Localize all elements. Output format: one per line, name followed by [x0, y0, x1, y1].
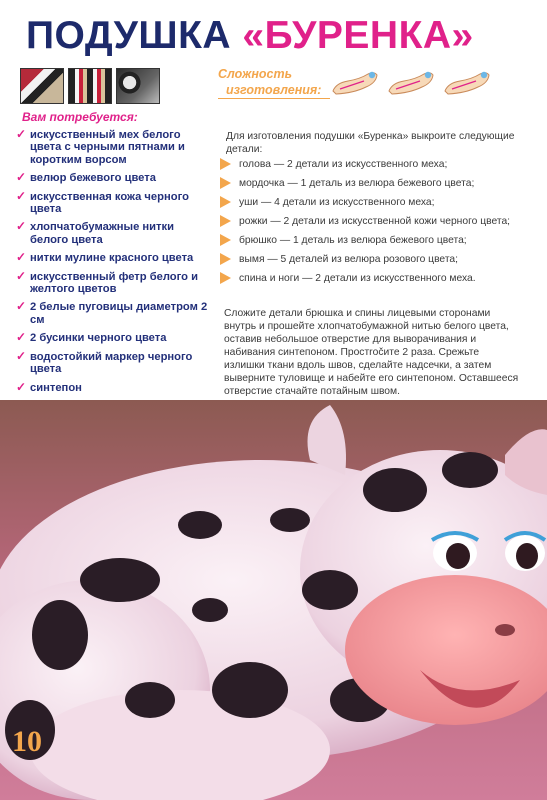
- material-item-label: искусственный фетр белого и желтого цветов: [30, 270, 198, 296]
- material-item: [14, 301, 210, 326]
- material-item: [14, 268, 210, 296]
- cutting-part-label: спина и ноги — 2 детали из искусственного меха.: [239, 273, 476, 284]
- cutting-parts-list: [220, 158, 520, 291]
- title-accent: «БУРЕНКА»: [242, 14, 474, 57]
- cutting-part-item: [220, 234, 520, 247]
- triangle-bullet-icon: [220, 272, 231, 284]
- material-item-label: искусственный мех белого цвета с черными пятнами и коротким ворсом: [30, 129, 185, 166]
- triangle-bullet-icon: [220, 215, 231, 227]
- material-item: [14, 379, 210, 394]
- checkmark-icon: ✓: [16, 127, 27, 141]
- material-thumbnails: [20, 68, 160, 104]
- page-title: [26, 14, 474, 58]
- difficulty-label: [218, 66, 330, 99]
- difficulty-label-line2: изготовления:: [218, 82, 330, 99]
- cutting-part-label: уши — 4 детали из искусственного меха;: [239, 197, 435, 208]
- cutting-part-item: [220, 158, 520, 171]
- materials-heading: Вам потребуется:: [22, 110, 138, 124]
- slipper-icon: [386, 69, 436, 97]
- material-item: [14, 129, 210, 166]
- slipper-icon: [330, 69, 380, 97]
- triangle-bullet-icon: [220, 234, 231, 246]
- slipper-icon: [442, 69, 492, 97]
- difficulty-label-line1: Сложность: [218, 67, 292, 81]
- cutting-part-item: [220, 253, 520, 266]
- title-main: ПОДУШКА: [26, 14, 232, 57]
- cutting-part-item: [220, 196, 520, 209]
- difficulty-icons: [330, 69, 492, 97]
- cutting-part-label: мордочка — 1 деталь из велюра бежевого цвета;: [239, 178, 475, 189]
- triangle-bullet-icon: [220, 177, 231, 189]
- material-item-label: велюр бежевого цвета: [30, 172, 156, 185]
- material-item: [14, 221, 210, 246]
- material-item-label: 2 бусинки черного цвета: [30, 332, 167, 345]
- checkmark-icon: ✓: [16, 250, 27, 265]
- cutting-part-item: [220, 177, 520, 190]
- cutting-part-label: рожки — 2 детали из искусственной кожи черного цвета;: [239, 216, 511, 227]
- checkmark-icon: ✓: [16, 268, 27, 283]
- material-item-label: водостойкий маркер черного цвета: [30, 350, 193, 376]
- sewing-instructions: Сложите детали брюшка и спины лицевыми сторонами внутрь и прошейте хлопчатобумажной нитью белого цвета, оставив небольшое отверстие для выворачивания и набивания синтепоном. Простročите 2 раза. Срежьте излишки ткани вдоль швов, сделайте надсечки, а затем выверните туловище и набейте его синтепоном. Оставшееся отверстие стачайте потайным швом.: [224, 308, 519, 397]
- material-item: [14, 332, 210, 344]
- triangle-bullet-icon: [220, 253, 231, 265]
- cutting-part-label: вымя — 5 деталей из велюра розового цвета;: [239, 254, 459, 265]
- material-item: [14, 172, 210, 184]
- cutting-part-label: голова — 2 детали из искусственного меха;: [239, 159, 448, 170]
- checkmark-icon: ✓: [16, 379, 27, 394]
- checkmark-icon: ✓: [16, 299, 27, 314]
- fabric-thumbnail-3: [116, 68, 160, 104]
- materials-list: [14, 129, 210, 400]
- cutting-part-label: брюшко — 1 деталь из велюра бежевого цвета;: [239, 235, 467, 246]
- triangle-bullet-icon: [220, 158, 231, 170]
- cutting-intro: Для изготовления подушки «Буренка» выкроите следующие детали:: [226, 131, 515, 155]
- material-item: [14, 348, 210, 376]
- triangle-bullet-icon: [220, 196, 231, 208]
- fabric-thumbnail-1: [20, 68, 64, 104]
- difficulty-rating: [218, 66, 492, 99]
- cutting-part-item: [220, 215, 520, 228]
- checkmark-icon: ✓: [16, 330, 27, 345]
- cutting-part-item: [220, 272, 520, 285]
- checkmark-icon: ✓: [16, 219, 27, 234]
- checkmark-icon: ✓: [16, 348, 27, 363]
- page-number: 10: [12, 725, 42, 758]
- checkmark-icon: ✓: [16, 188, 27, 203]
- material-item-label: нитки мулине красного цвета: [30, 252, 194, 265]
- cow-pillow-photo: [0, 400, 547, 800]
- material-item-label: хлопчатобумажные нитки белого цвета: [30, 221, 175, 246]
- material-item: [14, 252, 210, 264]
- material-item-label: синтепон: [30, 381, 82, 394]
- checkmark-icon: ✓: [16, 170, 27, 185]
- material-item-label: 2 белые пуговицы диаметром 2 см: [30, 301, 208, 326]
- material-item-label: искусственная кожа черного цвета: [30, 190, 189, 216]
- material-item: [14, 188, 210, 216]
- fabric-thumbnail-2: [68, 68, 112, 104]
